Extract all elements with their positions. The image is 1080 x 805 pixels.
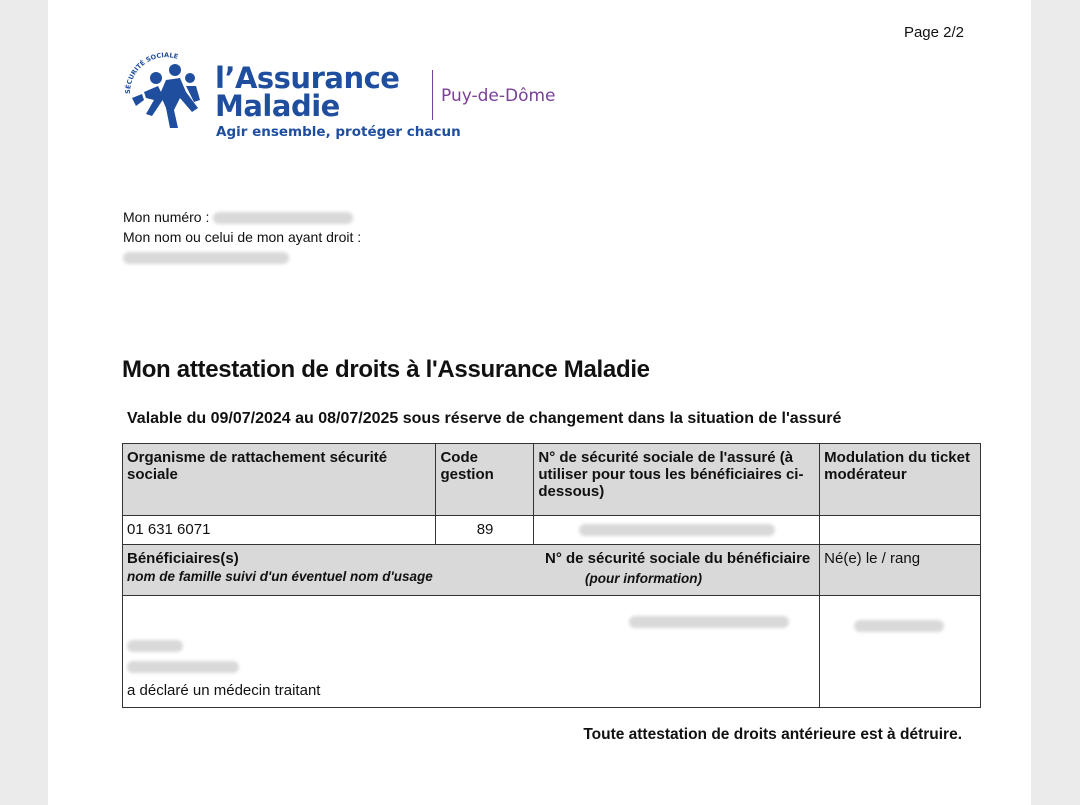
- beneficiary-details: [123, 596, 820, 708]
- redacted-nss-assure: [579, 524, 775, 536]
- table-row: [123, 516, 981, 545]
- redacted-first-name: [127, 661, 239, 673]
- cell-organisme: 01 631 6071: [123, 516, 436, 545]
- document-title: Mon attestation de droits à l'Assurance Maladie: [122, 356, 650, 383]
- header-code: Code gestion: [436, 444, 534, 516]
- beneficiaires-sublabel: nom de famille suivi d'un éventuel nom d'usage: [127, 569, 433, 584]
- nom-line: [123, 249, 289, 265]
- cell-code: 89: [436, 516, 534, 545]
- header-modulation: Modulation du ticket modérateur: [820, 444, 981, 516]
- table-header-row: [123, 444, 981, 516]
- rights-table: [122, 443, 981, 708]
- nss-beneficiaire-label: N° de sécurité sociale du bénéficiaire: [545, 550, 811, 567]
- redacted-numero: [213, 212, 353, 224]
- region-name: Puy-de-Dôme: [441, 86, 556, 106]
- redacted-nom: [123, 252, 289, 264]
- beneficiaires-header-row: [123, 545, 981, 596]
- birth-rank-cell: [820, 596, 981, 708]
- beneficiaires-label: Bénéficiaires(s): [127, 550, 239, 567]
- birth-rank-header: Né(e) le / rang: [820, 545, 981, 596]
- nom-label: Mon nom ou celui de mon ayant droit :: [123, 229, 362, 245]
- logo-title-line2: Maladie: [215, 89, 340, 123]
- footer-notice: Toute attestation de droits antérieure est à détruire.: [583, 726, 962, 743]
- beneficiaires-header: [123, 545, 820, 596]
- medecin-traitant-note: a déclaré un médecin traitant: [127, 682, 321, 699]
- beneficiary-row: [123, 596, 981, 708]
- assurance-maladie-logo: [120, 48, 461, 144]
- numero-line: [123, 209, 353, 225]
- header-nss-assure: N° de sécurité sociale de l'assuré (à utiliser pour tous les bénéficiaires ci-dessous): [534, 444, 820, 516]
- nss-beneficiaire-sublabel: (pour information): [585, 571, 702, 586]
- numero-label: Mon numéro :: [123, 209, 210, 225]
- redacted-birthdate: [854, 620, 944, 632]
- logo-divider: [432, 70, 433, 120]
- validity-period: Valable du 09/07/2024 au 08/07/2025 sous réserve de changement dans la situation de l'assuré: [127, 410, 842, 427]
- page-number: Page 2/2: [903, 24, 964, 41]
- redacted-family-name: [127, 640, 183, 652]
- runners-logo-icon: [120, 48, 212, 140]
- logo-title-line1: l’Assurance: [215, 61, 400, 95]
- redacted-nss-beneficiaire: [629, 616, 789, 628]
- document-page: [48, 0, 1031, 805]
- header-organisme: Organisme de rattachement sécurité sociale: [123, 444, 436, 516]
- cell-modulation: [820, 516, 981, 545]
- logo-ring-text: SÉCURITÉ SOCIALE: [123, 51, 180, 95]
- logo-tagline: Agir ensemble, protéger chacun: [216, 124, 461, 140]
- cell-nss-assure: [534, 516, 820, 545]
